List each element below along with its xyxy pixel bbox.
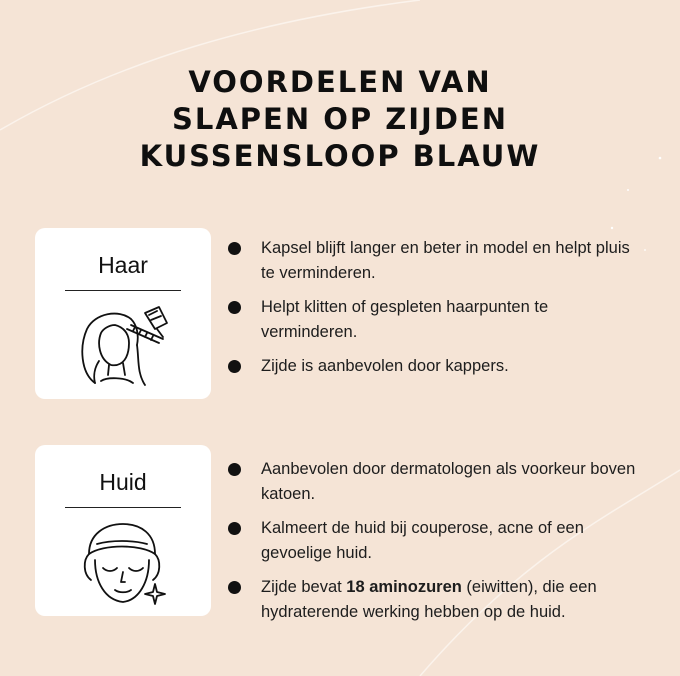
divider xyxy=(65,290,181,291)
haar-card xyxy=(35,228,211,399)
bullet-icon xyxy=(228,522,241,535)
list-item xyxy=(228,457,648,507)
huid-benefits-list xyxy=(228,457,648,634)
hair-brush-icon xyxy=(75,303,171,391)
list-item-text: Kalmeert de huid bij couperose, acne of een gevoelige huid. xyxy=(261,519,584,562)
haar-label: Haar xyxy=(98,252,148,278)
bullet-icon xyxy=(228,360,241,373)
list-item xyxy=(228,295,648,345)
list-item-text: Zijde is aanbevolen door kappers. xyxy=(261,357,509,375)
huid-card xyxy=(35,445,211,616)
list-item xyxy=(228,516,648,566)
list-item-text: Helpt klitten of gespleten haarpunten te verminderen. xyxy=(261,298,549,341)
list-item-text: Aanbevolen door dermatologen als voorkeur boven katoen. xyxy=(261,460,636,503)
list-item-text-part: (eiwitten), die een hydraterende werking hebben op de huid. xyxy=(261,578,597,621)
list-item xyxy=(228,354,648,379)
list-item-text xyxy=(261,578,597,621)
list-item xyxy=(228,236,648,286)
bullet-icon xyxy=(228,301,241,314)
bullet-icon xyxy=(228,581,241,594)
title-line: VOORDELEN VAN xyxy=(188,65,492,99)
list-item-text: Kapsel blijft langer en beter in model en helpt pluis te verminderen. xyxy=(261,239,630,282)
face-skincare-icon xyxy=(75,520,171,608)
title-line: KUSSENSLOOP BLAUW xyxy=(139,139,541,173)
aminozuren-highlight: 18 aminozuren xyxy=(346,578,462,596)
title-line: SLAPEN OP ZIJDEN xyxy=(171,102,508,136)
list-item xyxy=(228,575,648,625)
bullet-icon xyxy=(228,242,241,255)
haar-benefits-list xyxy=(228,236,648,388)
page-title xyxy=(0,64,680,175)
divider xyxy=(65,507,181,508)
bullet-icon xyxy=(228,463,241,476)
huid-label: Huid xyxy=(99,469,147,495)
list-item-text-part: Zijde bevat xyxy=(261,578,347,596)
